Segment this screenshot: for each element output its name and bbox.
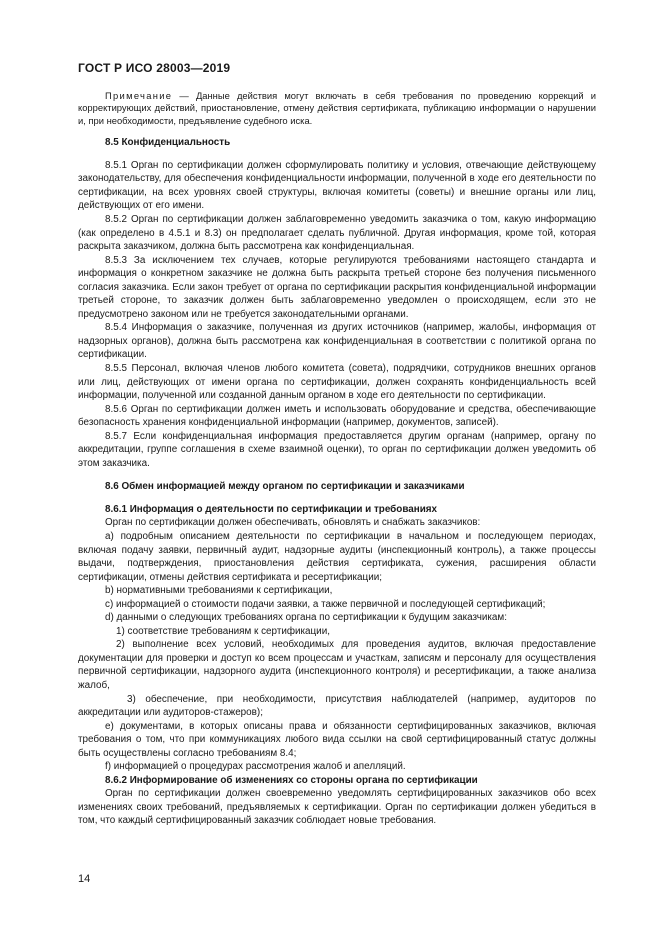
list-item-c: c) информацией о стоимости подачи заявки, а также первичной и последующей сертификаций;: [105, 598, 546, 610]
subsection-8-6-2-text: Орган по сертификации должен своевременно уведомлять сертифицированных заказчиков обо всех изменениях своих требований, предъявляемых к сертификации. Орган по сертификации должен убедиться в том, что каждый сертифицированный заказчик соблюдает новые требования.: [78, 788, 596, 827]
paragraph-8-5-5: 8.5.5 Персонал, включая членов любого комитета (совета), подрядчики, сотрудников внешних органов или лиц, действующих от имени органа по сертификации, должен сохранять конфиденциальность всей информации, полученной или созданной данным органом в ходе его деятельности по сертификации.: [78, 362, 596, 402]
list-item-f: f) информацией о процедурах рассмотрения жалоб и апелляций.: [105, 761, 406, 773]
list-item-b: b) нормативными требованиями к сертификации,: [105, 585, 333, 597]
list-item-a: a) подробным описанием деятельности по сертификации в начальном и последующем периодах, включая подачу заявки, первичный аудит, надзорные аудиты (инспекционный контроль), а также процессы выдачи, подтверждения, приостановления действия сертификата, сужения, расширения области сертификации, отмены действия сертификата и ресертификации;: [78, 530, 596, 583]
paragraph-8-5-4: 8.5.4 Информация о заказчике, полученная из других источников (например, жалобы, информация от надзорных органов), должна быть рассмотрена как конфиденциальная в соответствии с политикой органа по сертификации.: [78, 322, 596, 361]
list-item-e: e) документами, в которых описаны права и обязанности сертифицированных заказчиков, включая требования о том, что при коммуникациях любого вида ссылки на свой сертифицированный статус должны быть осуществлены согласно требованиям 8.4;: [78, 720, 596, 759]
list-item-d3: 3) обеспечение, при необходимости, присутствия наблюдателей (например, аудиторов по аккредитации или аудиторов-стажеров);: [78, 693, 596, 719]
note-text: — Данные действия могут включать в себя требования по проведению коррекций и корректирующих действий, приостановление, отмену действия сертификата, публикацию информации о нарушении и, при необходимости, предъявление судебного иска.: [78, 90, 596, 126]
list-item-d1: 1) соответствие требованиям к сертификации,: [116, 625, 330, 637]
document-body: [78, 90, 596, 828]
subsection-8-6-1-title: 8.6.1 Информация о деятельности по сертификации и требованиях: [105, 503, 438, 515]
paragraph-8-5-3: 8.5.3 За исключением тех случаев, которые регулируются требованиями настоящего стандарта и информация о конкретном заказчике не должна быть раскрыта третьей стороне без получения письменного согласия заказчика. Если закон требует от органа по сертификации раскрытия конфиденциальной информации третьей стороне, то заказчик должен быть заблаговременно уведомлен о происходящем, если это не предусмотрено законом или не требуется законодательными органами.: [78, 254, 596, 320]
subsection-8-6-1-intro: Орган по сертификации должен обеспечивать, обновлять и снабжать заказчиков:: [105, 517, 481, 529]
page-number: 14: [78, 873, 91, 885]
document-header: ГОСТ Р ИСО 28003—2019: [78, 61, 231, 75]
paragraph-8-5-2: 8.5.2 Орган по сертификации должен заблаговременно уведомить заказчика о том, какую информацию (как определено в 4.5.1 и 8.3) он предполагает сделать публичной. Другая информация, кроме той, которая раскрыта заказчиком, должна быть рассмотрена как конфиденциальная.: [78, 213, 596, 253]
paragraph-8-5-1: 8.5.1 Орган по сертификации должен сформулировать политику и условия, отвечающие действующему законодательству, для обеспечения конфиденциальности информации, полученной в ходе его деятельности по сертификации, на всех уровнях своей структуры, включая комитеты (советы) и внешние органы или лиц, действующих от его имени.: [78, 159, 596, 212]
subsection-8-6-2-title: 8.6.2 Информирование об изменениях со стороны органа по сертификации: [105, 774, 478, 786]
note: [78, 90, 596, 127]
list-item-d2: 2) выполнение всех условий, необходимых для проведения аудитов, включая предоставление документации для проверки и доступ ко всем процессам и участкам, записям и персоналу для осуществления первичной сертификации, надзорного аудита (инспекционного контроля) и ресертификации, а также анализа жалоб,: [78, 639, 596, 691]
section-8-6-title: 8.6 Обмен информацией между органом по сертификации и заказчиками: [105, 481, 465, 493]
note-label: Примечание: [105, 90, 173, 101]
paragraph-8-5-7: 8.5.7 Если конфиденциальная информация предоставляется другим органам (например, органу по аккредитации, группе соглашения в схеме взаимной оценки), то орган по сертификации должен уведомить об этом заказчика.: [78, 430, 596, 469]
list-item-d: d) данными о следующих требованиях органа по сертификации к будущим заказчикам:: [105, 612, 507, 624]
paragraph-8-5-6: 8.5.6 Орган по сертификации должен иметь и использовать оборудование и средства, обеспечивающие безопасность хранения конфиденциальной информации (например, документов, записей).: [78, 403, 596, 429]
section-8-5-title: 8.5 Конфиденциальность: [105, 137, 231, 149]
